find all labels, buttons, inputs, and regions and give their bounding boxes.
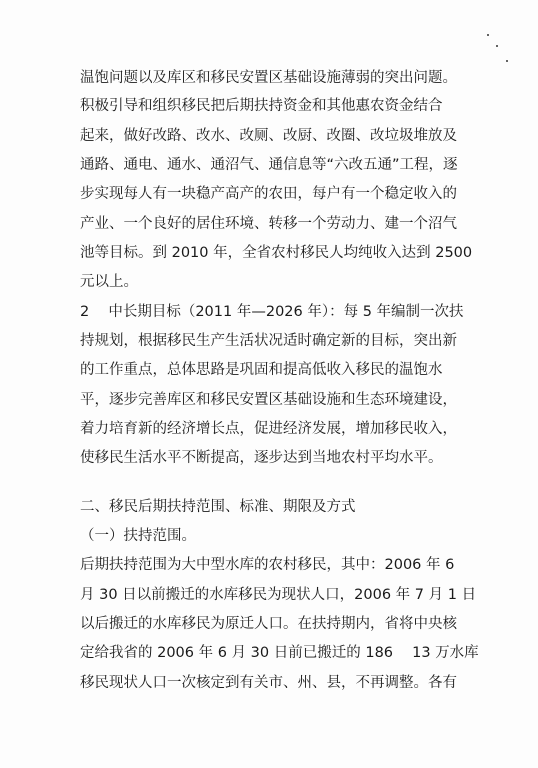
text-line: 使移民生活水平不断提高，逐步达到当地农村平均水平。 — [80, 450, 443, 466]
scan-speck — [487, 34, 489, 36]
text-line: 池等目标。到 2010 年，全省农村移民人均纯收入达到 2500 — [80, 245, 473, 261]
text-line: 步实现每人有一块稳产高产的农田，每户有一个稳定收入的 — [80, 186, 457, 202]
scan-speck — [506, 60, 508, 62]
section-heading: 二、移民后期扶持范围、标准、期限及方式 — [80, 499, 356, 515]
text-line: 月 30 日以前搬迁的水库移民为现状人口，2006 年 7 月 1 日 — [80, 587, 477, 603]
text-line: 积极引导和组织移民把后期扶持资金和其他惠农资金结合 — [80, 98, 443, 114]
text-line: 定给我省的 2006 年 6 月 30 日前已搬迁的 186 13 万水库 — [80, 645, 479, 661]
text-line: 2 中长期目标（2011 年—2026 年）：每 5 年编制一次扶 — [80, 304, 464, 320]
scan-speck — [496, 45, 498, 47]
text-line: 的工作重点，总体思路是巩固和提高低收入移民的温饱水 — [80, 362, 443, 378]
subsection-heading: （一）扶持范围。 — [80, 528, 196, 544]
text-line: 移民现状人口一次核定到有关市、州、县，不再调整。各有 — [80, 675, 457, 691]
text-line: 平，逐步完善库区和移民安置区基础设施和生态环境建设， — [80, 392, 457, 408]
text-line: 通路、通电、通水、通沼气、通信息等“六改五通”工程，逐 — [80, 157, 458, 173]
text-line: 着力培育新的经济增长点，促进经济发展，增加移民收入， — [80, 421, 457, 437]
text-line: 产业、一个良好的居住环境、转移一个劳动力、建一个沼气 — [80, 216, 457, 232]
text-line: 以后搬迁的水库移民为原迁人口。在扶持期内，省将中央核 — [80, 616, 457, 632]
text-line: 持规划，根据移民生产生活状况适时确定新的目标，突出新 — [80, 333, 457, 349]
text-line: 起来，做好改路、改水、改厕、改厨、改圈、改垃圾堆放及 — [80, 128, 457, 144]
text-line: 后期扶持范围为大中型水库的农村移民，其中：2006 年 6 — [80, 557, 455, 573]
text-line: 温饱问题以及库区和移民安置区基础设施薄弱的突出问题。 — [80, 70, 457, 86]
text-line: 元以上。 — [80, 274, 138, 290]
